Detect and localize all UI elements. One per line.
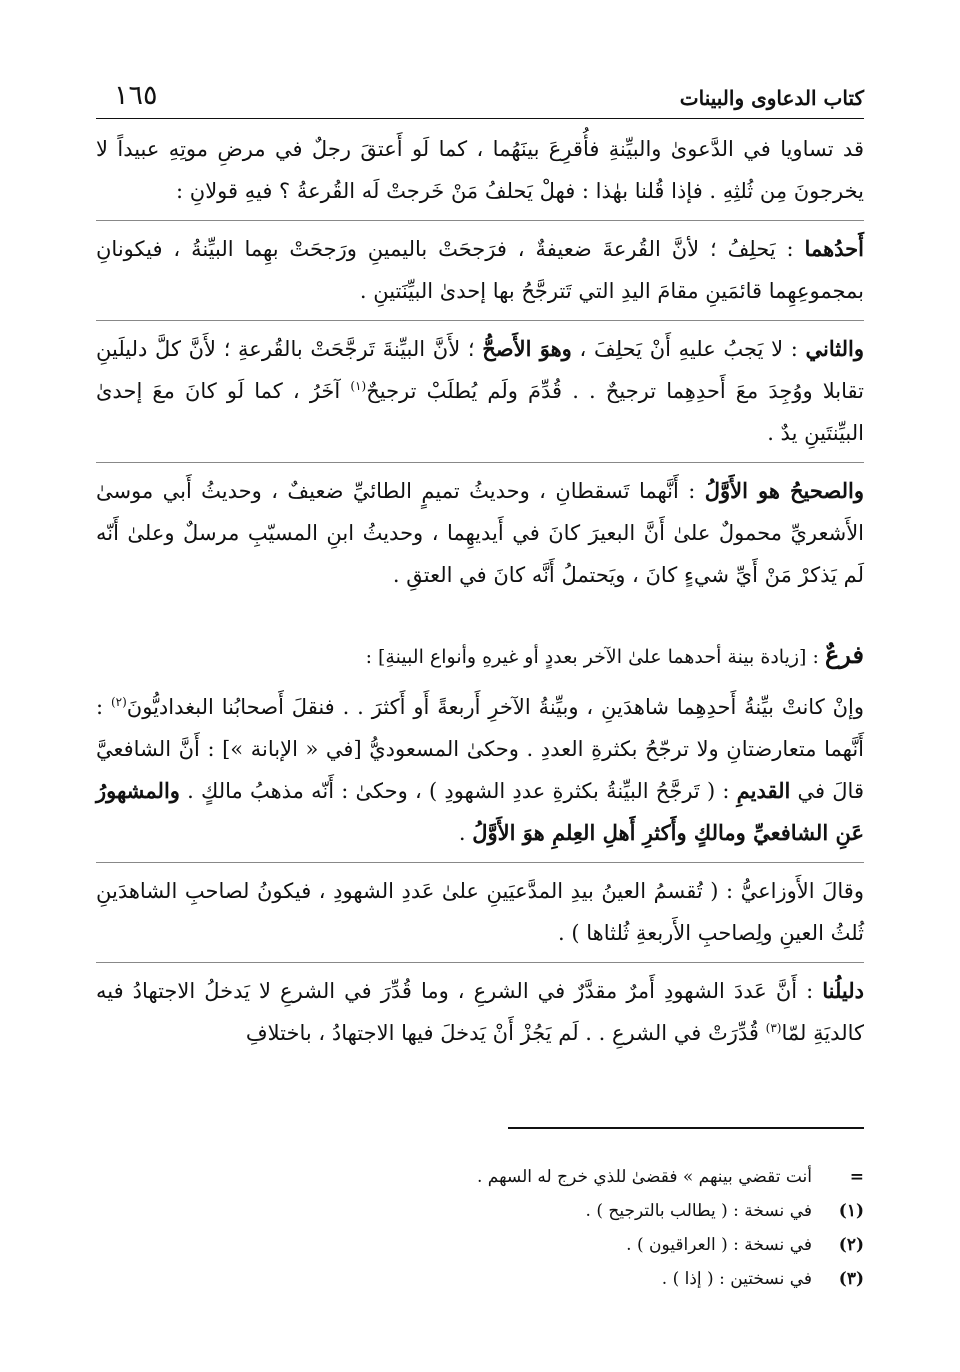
footnote-marker: = — [849, 1167, 864, 1187]
paragraph-4-text: : أَنَّهما تَسقطانِ ، وحديثُ تميمٍ الطائيِّ ضعيفٌ ، وحديثُ أَبي موسىٰ الأَشعريِّ محمولٌ علىٰ أَنَّ البعيرَ كانَ في أَيديهِما ، وحديثُ ابنِ المسيّبِ مرسلٌ وعلىٰ أَنّه لَم يَذكرْ مَنْ أَيِّ شيءٍ كانَ ، ويَحتملُ أَنَّه كانَ في العتقِ . — [96, 479, 864, 587]
paragraph-6-text: وقالَ الأَوزاعيُّ : ( تُقسمُ العينُ بيدِ المدَّعيَينِ علىٰ عَددِ الشهودِ ، فيكونُ لصاحبِ الشاهدَينِ ثُلثُ العينِ ولِصاحبِ الأَربعةِ ثُلثاها ) . — [96, 879, 864, 945]
paragraph-3-text-a: : لا يَجبُ عليهِ أَنْ يَحلِفَ ، — [571, 337, 806, 361]
paragraph-3-lead: والثاني — [805, 336, 864, 361]
header-rule — [96, 118, 864, 119]
far-label: فرعٌ — [824, 640, 864, 669]
paragraph-7-text-b: قُدِّرَتْ في الشرعِ . . لَم يَجُزْ أَنْ يَدخلَ فيها الاجتهادُ ، باختلافِ — [245, 1021, 766, 1045]
paragraph-5-emphasis-2: والمشهورُ عَنِ الشافعيِّ ومالكٍ وأَكثرِ أَهلِ العِلمِ هوَ الأَوَّلُ — [96, 778, 864, 845]
paragraph-5 — [96, 686, 864, 854]
paragraph-2 — [96, 228, 864, 312]
paragraph-5-text-b: : أَنَّهما متعارضتانِ ولا ترجّحُ بكثرةِ العددِ . وحكىٰ المسعوديُّ [في « الإبانة »] : أَنَّ الشافعيَّ قالَ في — [96, 695, 864, 803]
footnote-3 — [96, 1262, 864, 1296]
footnote-continuation — [96, 1160, 864, 1194]
paragraph-5-text-a: وإنْ كانتْ بيِّنةُ أَحدِهِما شاهدَينِ ، وبيِّنةُ الآخرِ أَربعةً أَو أَكثرَ . . فنقلَ أَصحابُنا البغداديُّونَ — [126, 695, 864, 719]
footnote-text: أنت تقضي بينهم » فقضىٰ للذي خرج له السهم . — [476, 1167, 812, 1187]
paragraph-2-text: : يَحلِفُ ؛ لأنَّ القُرعةَ ضعيفةٌ ، فرَجحَتْ باليمينِ ورَجحَتْ بهِما البيِّنةُ ، فيكونانِ بمجموعِهِما قائمَينِ مقامَ اليدِ التي تَترجَّحُ بها إحدىٰ البيِّنَتينِ . — [96, 237, 864, 303]
footnote-ref-3: (٣) — [765, 1021, 782, 1035]
far-heading-text: : [زيادة بينة أحدهما علىٰ الآخر بعددٍ أو غيرهِ وأنواع البينةِ] : — [365, 646, 825, 668]
paragraph-4-lead: والصحيحُ هو الأَوَّلُ — [704, 478, 864, 503]
footnote-ref-1: (١) — [350, 379, 367, 393]
paragraph-7-text-a: : أَنَّ عَددَ الشهودِ أَمرٌ مقدَّرٌ في الشرعِ ، وما قُدِّرَ في الشرعِ لا يَدخلُ الاجتهادُ فيه كالديَةِ لمّا — [96, 979, 864, 1045]
running-header — [108, 80, 864, 114]
paragraph-3-text-c: آخَرُ ، كما لَو كانَ معَ إحدىٰ البيِّنتَينِ يدٌ . — [96, 379, 864, 445]
book-title: كتاب الدعاوى والبينات — [679, 86, 864, 110]
paragraph-1-text: قد تساويا في الدَّعوىٰ والبيِّنةِ فأُقرِعَ بينَهُما ، كما لَو أَعتقَ رجلٌ في مرضِ موتِهِ عبيداً لا يخرجونَ مِن ثُلثِهِ . فإذا قُلنا بهٰذا : فهلْ يَحلفُ مَنْ خَرجتْ لَه القُرعةُ ؟ فيهِ قولانِ : — [96, 137, 864, 203]
paragraph-5-emphasis-1: القديمِ — [736, 778, 791, 803]
footnotes — [96, 1160, 864, 1296]
section-gap — [96, 604, 864, 634]
footnote-rule — [508, 1127, 864, 1129]
footnote-text: في نسختين : ( إذا ) . — [661, 1269, 812, 1289]
footnote-ref-2: (٢) — [110, 695, 127, 709]
paragraph-5-text-d: . — [458, 821, 473, 845]
footnote-2 — [96, 1228, 864, 1262]
paragraph-1 — [96, 128, 864, 212]
far-heading — [96, 634, 864, 678]
paragraph-3-emphasis: وهوَ الأَصحُّ — [482, 336, 572, 361]
paragraph-3-text-b: ؛ لأَنَّ البيِّنةَ تَرجَّحَتْ بالقُرعةِ ؛ لأَنَّ كلَّ دليلَينِ تقابلا ووُجِدَ معَ أَحدِهِما ترجيحٌ . . قُدِّمَ ولَم يُطلَبْ ترجيحٌ — [96, 337, 865, 403]
paragraph-4 — [96, 470, 864, 596]
paragraph-divider — [96, 320, 864, 322]
paragraph-7-lead: دليلُنا — [822, 978, 864, 1003]
main-text — [96, 128, 864, 1062]
footnote-text: في نسخة : ( العراقيون ) . — [626, 1235, 812, 1255]
footnote-number: (٣) — [838, 1269, 864, 1289]
paragraph-3 — [96, 328, 864, 454]
footnote-number: (١) — [838, 1201, 864, 1221]
footnote-text: في نسخة : ( يطالب بالترجيح ) . — [585, 1201, 812, 1221]
paragraph-divider — [96, 962, 864, 964]
paragraph-divider — [96, 462, 864, 464]
paragraph-5-text-c: : ( تَرجَّحُ البيِّنةُ بكثرةِ عددِ الشهودِ ) ، وحكىٰ : أَنّه مذهبُ مالكٍ . — [179, 779, 737, 803]
footnote-1 — [96, 1194, 864, 1228]
paragraph-7 — [96, 970, 864, 1054]
paragraph-2-lead: أَحدُهما — [804, 236, 864, 261]
paragraph-divider — [96, 862, 864, 864]
page-number: ١٦٥ — [114, 80, 158, 111]
paragraph-divider — [96, 220, 864, 222]
paragraph-6 — [96, 870, 864, 954]
footnote-number: (٢) — [838, 1235, 864, 1255]
